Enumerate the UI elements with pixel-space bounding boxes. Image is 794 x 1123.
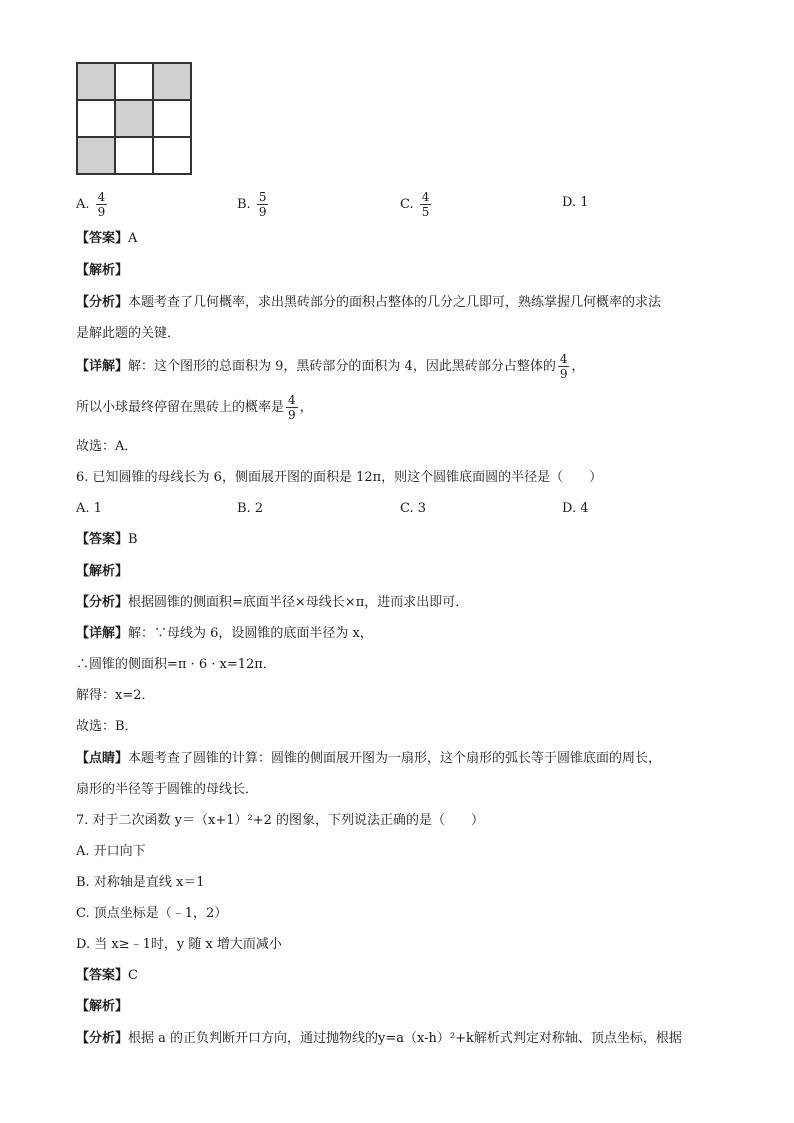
q5-analysis-line1: 【分析】本题考查了几何概率，求出黑砖部分的面积占整体的几分之几即可，熟练掌握几何概率的求法 [76,295,662,310]
shaded-tile [77,137,115,174]
q5-answer: 【答案】A [76,231,138,246]
shaded-tile [153,63,191,100]
fraction: $\frac{5}{9}$ [258,190,267,219]
q7-analysis: 【分析】根据 a 的正负判断开口方向，通过抛物线的y=a（x-h）²+k解析式判定对称轴、顶点坐标，根据 [76,1031,682,1046]
fraction: $\frac{4}{9}$ [288,393,296,422]
q5-option-d: D. 1 [562,195,589,210]
q6-detail-line2: ∴圆锥的侧面积=π · 6 · x=12π． [76,657,276,672]
q5-detail-line2: 所以小球最终停留在黑砖上的概率是 $\frac{4}{9}$ ， [76,393,313,422]
q5-analysis-line2: 是解此题的关键． [76,326,181,341]
fraction: $\frac{4}{9}$ [559,352,568,381]
fraction: $\frac{4}{5}$ [421,190,430,219]
q5-detail-line1: 【详解】解：这个图形的总面积为 9，黑砖部分的面积为 4，因此黑砖部分占整体的 $\frac{4}{9}$ ， [76,352,585,381]
q5-jiexi: 【解析】 [76,263,129,278]
q6-analysis: 【分析】根据圆锥的侧面积=底面半径×母线长×π，进而求出即可． [76,595,469,610]
q7-option-c: C. 顶点坐标是（﹣1，2） [76,906,228,921]
tile-grid-figure [76,62,192,175]
q6-answer: 【答案】B [76,532,138,547]
q7-jiexi: 【解析】 [76,999,129,1014]
white-tile [115,137,153,174]
q6-option-a: A. 1 [76,501,102,516]
shaded-tile [115,100,153,137]
q7-answer: 【答案】C [76,968,138,983]
q5-option-a: A. $\frac{4}{9}$ [76,190,106,219]
white-tile [153,137,191,174]
shaded-tile [77,63,115,100]
q7-stem: 7. 对于二次函数 y＝（x+1）²+2 的图象，下列说法正确的是（ ） [76,813,485,828]
q7-option-b: B. 对称轴是直线 x＝1 [76,875,205,890]
q6-comment-line1: 【点睛】本题考查了圆锥的计算：圆锥的侧面展开图为一扇形，这个扇形的弧长等于圆锥底面的周长， [76,751,662,766]
white-tile [153,100,191,137]
q6-detail-line3: 解得：x=2． [76,688,155,703]
q6-detail-line1: 【详解】解：∵母线为 6，设圆锥的底面半径为 x， [76,626,373,641]
q7-option-d: D. 当 x≥﹣1时，y 随 x 增大而减小 [76,937,282,952]
q5-choose: 故选：A． [76,439,138,454]
q6-option-b: B. 2 [237,501,264,516]
fraction: $\frac{4}{9}$ [97,190,106,219]
white-tile [115,63,153,100]
q5-option-b: B. $\frac{5}{9}$ [237,190,267,219]
q6-option-c: C. 3 [400,501,427,516]
q6-comment-line2: 扇形的半径等于圆锥的母线长． [76,782,259,797]
q5-option-c: C. $\frac{4}{5}$ [400,190,430,219]
q6-stem: 6. 已知圆锥的母线长为 6，侧面展开图的面积是 12π，则这个圆锥底面圆的半径是（ ） [76,470,603,485]
q6-choose: 故选：B． [76,719,138,734]
q6-option-d: D. 4 [562,501,589,516]
q6-jiexi: 【解析】 [76,564,129,579]
q7-option-a: A. 开口向下 [76,844,146,859]
white-tile [77,100,115,137]
